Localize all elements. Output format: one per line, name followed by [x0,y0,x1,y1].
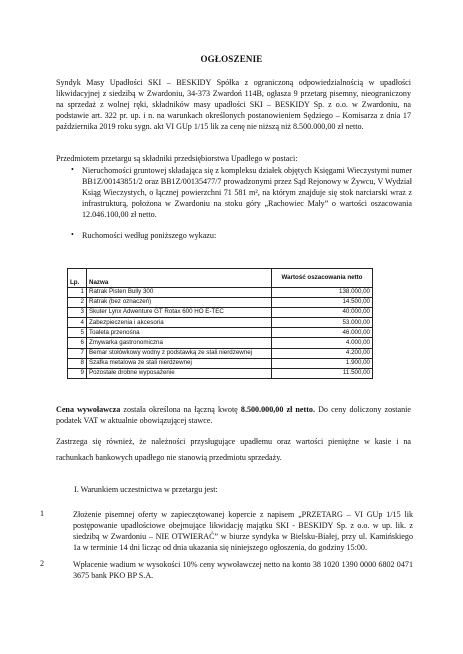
cell-lp: 2 [68,298,87,308]
header-name: Nazwa [87,269,272,288]
table-row [68,288,373,298]
cell-value: 53.000,00 [272,318,373,328]
cell-name: Toaleta przenośna [87,328,272,338]
cell-name: Pozostałe drobne wyposażenie [87,368,272,378]
assets-table [67,268,373,379]
cell-value: 46.000,00 [272,328,373,338]
cell-value: 11.500,00 [272,368,373,378]
table-row [68,308,373,318]
cell-lp: 8 [68,358,87,368]
cell-lp: 1 [68,288,87,298]
cell-lp: 9 [68,368,87,378]
cell-lp: 4 [68,318,87,328]
cell-name: Skuter Lynx Adwenture GT Rotax 600 HO E-TEC [87,308,272,318]
bullet-real-estate: Nieruchomości gruntowej składająca się z kompleksu działek objętych Księgami Wieczystymi numer BB1Z/00143851/2 oraz BB1Z/00135477/7 prowadzonymi przez Sąd Rejonowy w Żywcu, V Wydział Ksiąg Wieczystych, o łącznej powierzchni 71 581 m², na którym znajduje się stok narciarski wraz z infrastrukturą, położona w Zwardoniu na stoku góry „Rachowiec Mały” o wartości oszacowania 12.046.100,00 zł netto. [82,166,412,219]
price-tail: Do ceny doliczony zostanie podatek VAT w aktualnie obowiązującej stawce. [56,405,411,425]
cell-name: Ratrak (bez oznaczeń) [87,298,272,308]
price-lead: Cena wywoławcza [56,405,121,414]
price-paragraph [56,404,411,426]
table-row [68,338,373,348]
price-mid: została określona na łączną kwotę [120,405,241,414]
table-header-row [68,269,373,288]
cell-value: 4.000,00 [272,338,373,348]
condition-number: 2 [40,559,45,568]
table-row [68,368,373,378]
page-title: OGŁOSZENIE [200,54,263,64]
cell-lp: 6 [68,338,87,348]
price-amount: 8.500.000,00 zł netto. [240,405,315,414]
cell-value: 40.000,00 [272,308,373,318]
table-row [68,348,373,358]
header-lp: Lp. [68,269,87,288]
cell-lp: 3 [68,308,87,318]
cell-value: 14.500,00 [272,298,373,308]
condition-item: Złożenie pisemnej oferty w zapieczętowanej kopercie z napisem „PRZETARG – VI GUp 1/15 lik postępowanie upadłościowe obejmujące likwidację majątku SKI - BESKIDY Sp. z o.o. w up. lik. z siedzibą w Zwardoniu – NIE OTWIERAĆ” w biurze syndyka w Bielsku-Białej, przy ul. Kamińskiego 1a w terminie 14 dni licząc od dnia ukazania się niniejszego ogłoszenia, do godziny 15:00. [73,510,413,552]
table-row [68,358,373,368]
subject-paragraph: Przedmiotem przetargu są składniki przedsiębiorstwa Upadłego w postaci: [56,154,298,163]
cell-name: Szafka metalowa ze stali nierdzewnej [87,358,272,368]
table-row [68,328,373,338]
condition-item: Wpłacenie wadium w wysokości 10% ceny wywoławczej netto na konto 38 1020 1390 0000 6802 0471 3675 bank PKO BP S.A. [73,560,413,580]
conditions-heading: I. Warunkiem uczestnictwa w przetargu jest: [74,485,218,494]
cell-name: Zabezpieczenia i akcesoria [87,318,272,328]
exclusion-paragraph: Zastrzega się również, że należności przysługujące upadłemu oraz wartości pieniężne w kasie i na rachunkach bankowych upadłego nie stanowią przedmiotu sprzedaży. [56,437,411,462]
cell-name: Ratrak Pisten Bully 300 [87,288,272,298]
cell-lp: 5 [68,328,87,338]
cell-value: 1.900,00 [272,358,373,368]
table-row [68,298,373,308]
cell-value: 4.200,00 [272,348,373,358]
bullet-marker: • [71,230,74,239]
cell-value: 138.000,00 [272,288,373,298]
cell-name: Bemar stołówkowy wodny z podstawką ze stali nierdzewnej [87,348,272,358]
cell-name: Zmywarka gastronomiczna [87,338,272,348]
table-row [68,318,373,328]
header-value: Wartość oszacowania netto [272,269,373,288]
cell-lp: 7 [68,348,87,358]
bullet-marker: • [71,165,74,174]
condition-number: 1 [40,509,45,518]
bullet-movables: Ruchomości według poniższego wykazu: [82,231,217,240]
intro-paragraph: Syndyk Masy Upadłości SKI – BESKIDY Spółka z ograniczoną odpowiedzialnością w upadłości likwidacyjnej z siedzibą w Zwardoniu, 34-373 Zwardoń 114B, ogłasza 9 przetarg pisemny, nieograniczony na sprzedaż z wolnej ręki, składników masy upadłości SKI – BESKIDY Sp. z o.o. w Zwardoniu, na podstawie art. 322 pr. up. i n. na warunkach określonych postanowieniem Sędziego – Komisarza z dnia 17 października 2019 roku sygn. akt VI GUp 1/15 lik za cenę nie niższą niż 8.500.000,00 zł netto. [56,78,411,131]
